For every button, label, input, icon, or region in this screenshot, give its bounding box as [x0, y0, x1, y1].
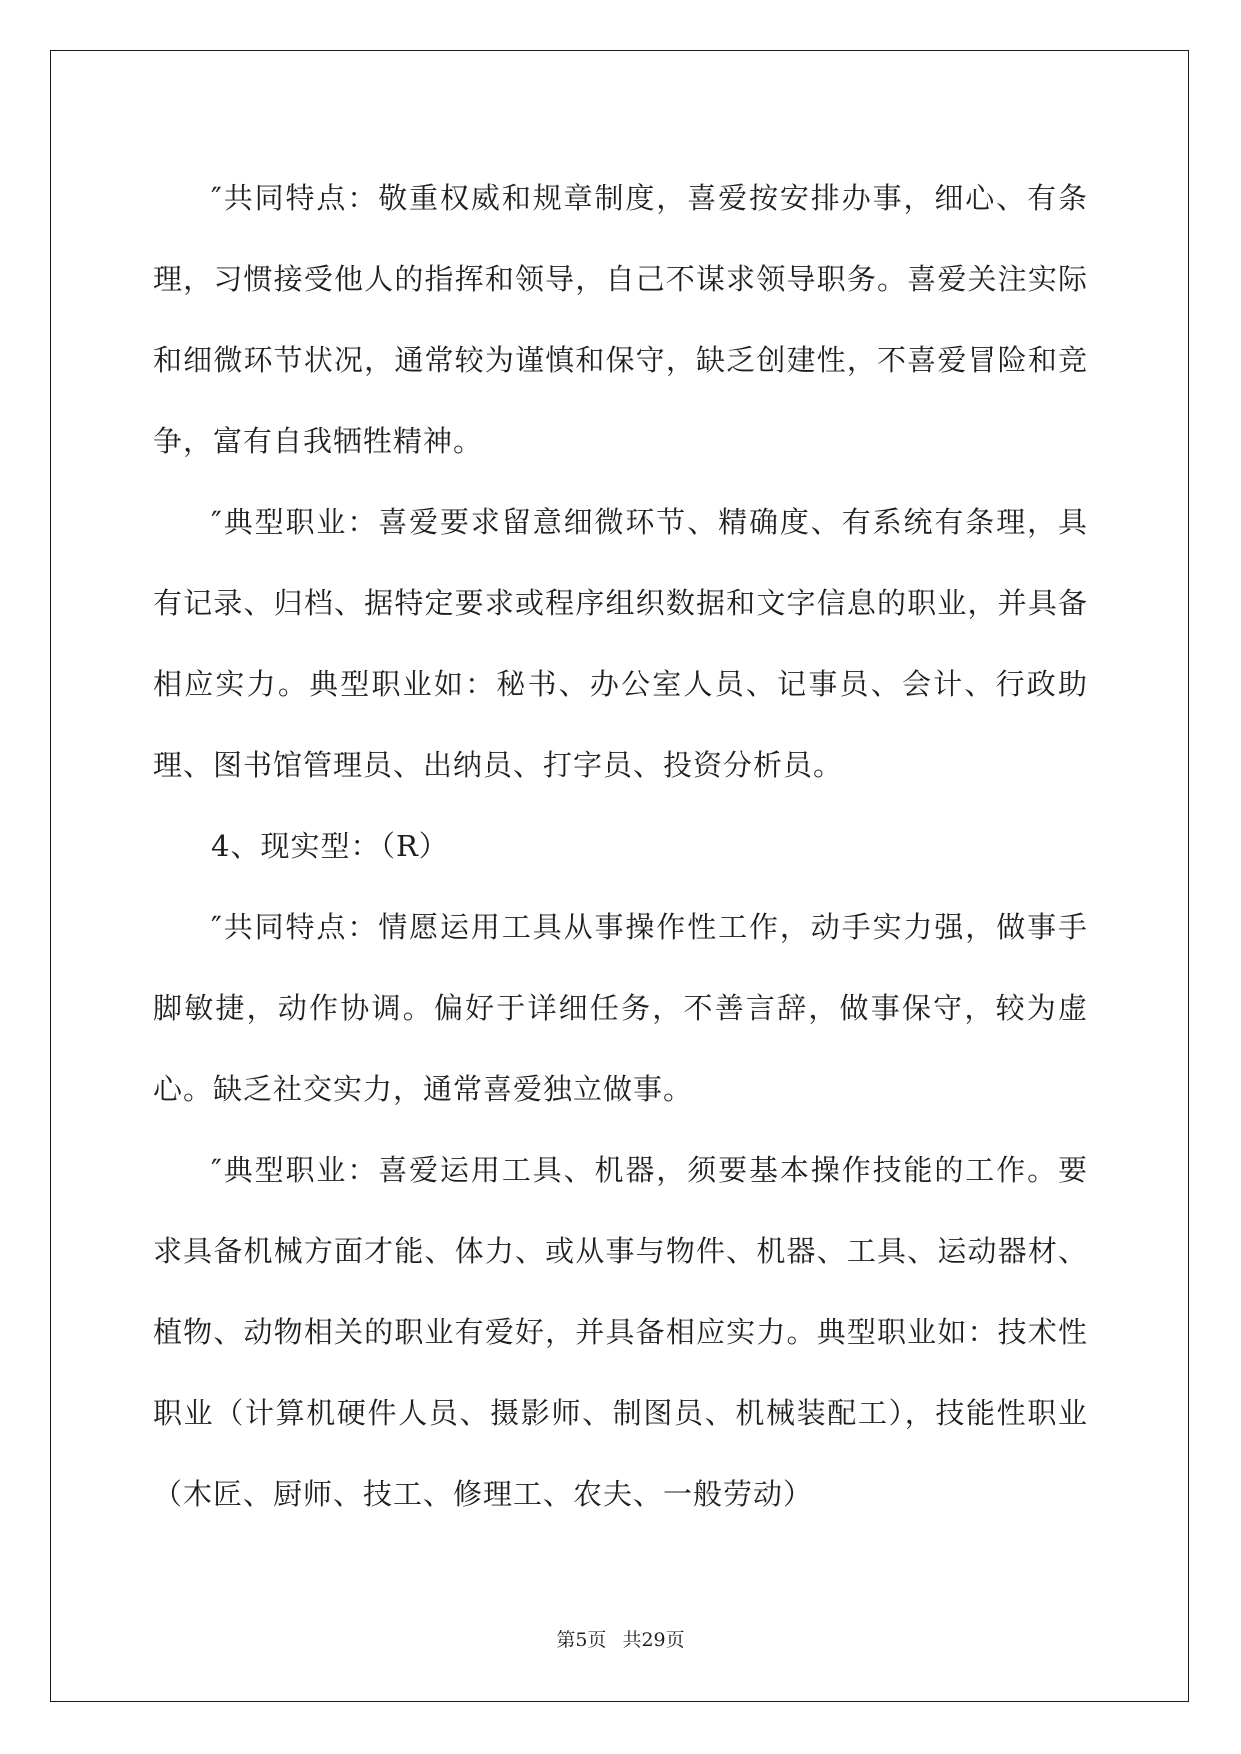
page-total: 共29页: [622, 1629, 685, 1651]
section-heading-realistic: 4、现实型：（R）: [211, 829, 449, 863]
paragraph-common-traits-realistic: ″共同特点：情愿运用工具从事操作性工作，动手实力强，做事手脚敏捷，动作协调。偏好于详细任务，不善言辞，做事保守，较为虚心。缺乏社交实力，通常喜爱独立做事。: [153, 910, 1088, 1106]
page-number: 第5页: [556, 1629, 607, 1651]
paragraph-typical-jobs-realistic: ″典型职业：喜爱运用工具、机器，须要基本操作技能的工作。要求具备机械方面才能、体力、或从事与物件、机器、工具、运动器材、植物、动物相关的职业有爱好，并具备相应实力。典型职业如：技术性职业（计算机硬件人员、摄影师、制图员、机械装配工），技能性职业（木匠、厨师、技工、修理工、农夫、一般劳动）: [153, 1153, 1088, 1511]
paragraph-common-traits-conventional: ″共同特点：敬重权威和规章制度，喜爱按安排办事，细心、有条理，习惯接受他人的指挥和领导，自己不谋求领导职务。喜爱关注实际和细微环节状况，通常较为谨慎和保守，缺乏创建性，不喜爱冒险和竞争，富有自我牺牲精神。: [153, 181, 1088, 458]
page-footer: [0, 1625, 1241, 1652]
document-body: [153, 158, 1088, 1535]
paragraph-typical-jobs-conventional: ″典型职业：喜爱要求留意细微环节、精确度、有系统有条理，具有记录、归档、据特定要求或程序组织数据和文字信息的职业，并具备相应实力。典型职业如：秘书、办公室人员、记事员、会计、行政助理、图书馆管理员、出纳员、打字员、投资分析员。: [153, 505, 1088, 782]
